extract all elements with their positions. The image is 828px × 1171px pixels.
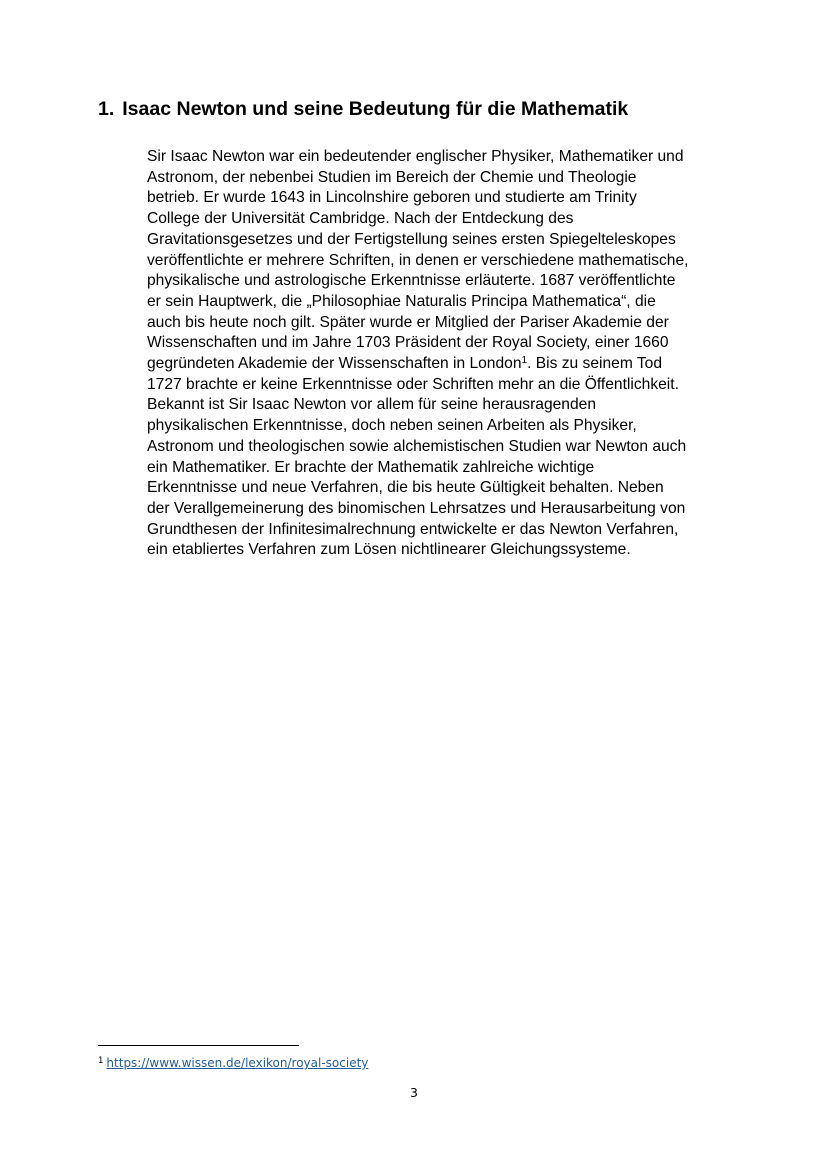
paragraph-line: Gravitationsgesetzes und der Fertigstellung seines ersten Spiegelteleskopes [147,230,676,248]
footnote-marker: 1 [98,1056,104,1066]
footnote-reference[interactable]: 1 [521,355,528,367]
section-title: Isaac Newton und seine Bedeutung für die Mathematik [122,98,629,120]
paragraph-line: 1727 brachte er keine Erkenntnisse oder Schriften mehr an die Öffentlichkeit. [147,375,679,393]
paragraph-line: betrieb. Er wurde 1643 in Lincolnshire geboren und studierte am Trinity [147,189,637,207]
paragraph-line: Sir Isaac Newton war ein bedeutender englischer Physiker, Mathematiker und [147,148,684,165]
paragraph-line-text: gegründeten Akademie der Wissenschaften in London [147,355,522,373]
paragraph-line: er sein Hauptwerk, die „Philosophiae Naturalis Principa Mathematica“, die [147,292,656,310]
footnote [98,1056,368,1070]
paragraph-line: der Verallgemeinerung des binomischen Lehrsatzes und Herausarbeitung von [147,499,686,517]
paragraph-line: Wissenschaften und im Jahre 1703 Präsident der Royal Society, einer 1660 [147,334,669,352]
paragraph-line: physikalischen Erkenntnisse, doch neben seinen Arbeiten als Physiker, [147,417,637,435]
paragraph-line: Grundthesen der Infinitesimalrechnung entwickelte er das Newton Verfahren, [147,520,679,538]
paragraph-line-with-footnote [147,354,737,375]
paragraph-line: Erkenntnisse und neue Verfahren, die bis heute Gültigkeit behalten. Neben [147,479,664,497]
paragraph-line: physikalische und astrologische Erkenntnisse erläuterte. 1687 veröffentlichte [147,272,676,290]
footnote-separator [98,1045,299,1046]
paragraph-line: College der Universität Cambridge. Nach der Entdeckung des [147,210,574,228]
paragraph-line-text: . Bis zu seinem Tod [527,355,662,373]
paragraph-line: ein etabliertes Verfahren zum Lösen nichtlinearer Gleichungssysteme. [147,541,631,559]
page-number: 3 [410,1085,418,1100]
section-number: 1. [98,98,115,120]
section-heading [98,98,628,121]
paragraph-line: auch bis heute noch gilt. Später wurde er Mitglied der Pariser Akademie der [147,313,669,331]
paragraph-line: veröffentlichte er mehrere Schriften, in denen er verschiedene mathematische, [147,251,689,269]
paragraph-line: Astronom, der nebenbei Studien im Bereich der Chemie und Theologie [147,168,637,186]
paragraph-line: Bekannt ist Sir Isaac Newton vor allem für seine herausragenden [147,396,596,414]
footnote-link[interactable]: https://www.wissen.de/lexikon/royal-society [106,1056,369,1070]
body-paragraph [147,147,737,561]
paragraph-line: ein Mathematiker. Er brachte der Mathematik zahlreiche wichtige [147,458,595,476]
paragraph-line: Astronom und theologischen sowie alchemistischen Studien war Newton auch [147,437,687,455]
